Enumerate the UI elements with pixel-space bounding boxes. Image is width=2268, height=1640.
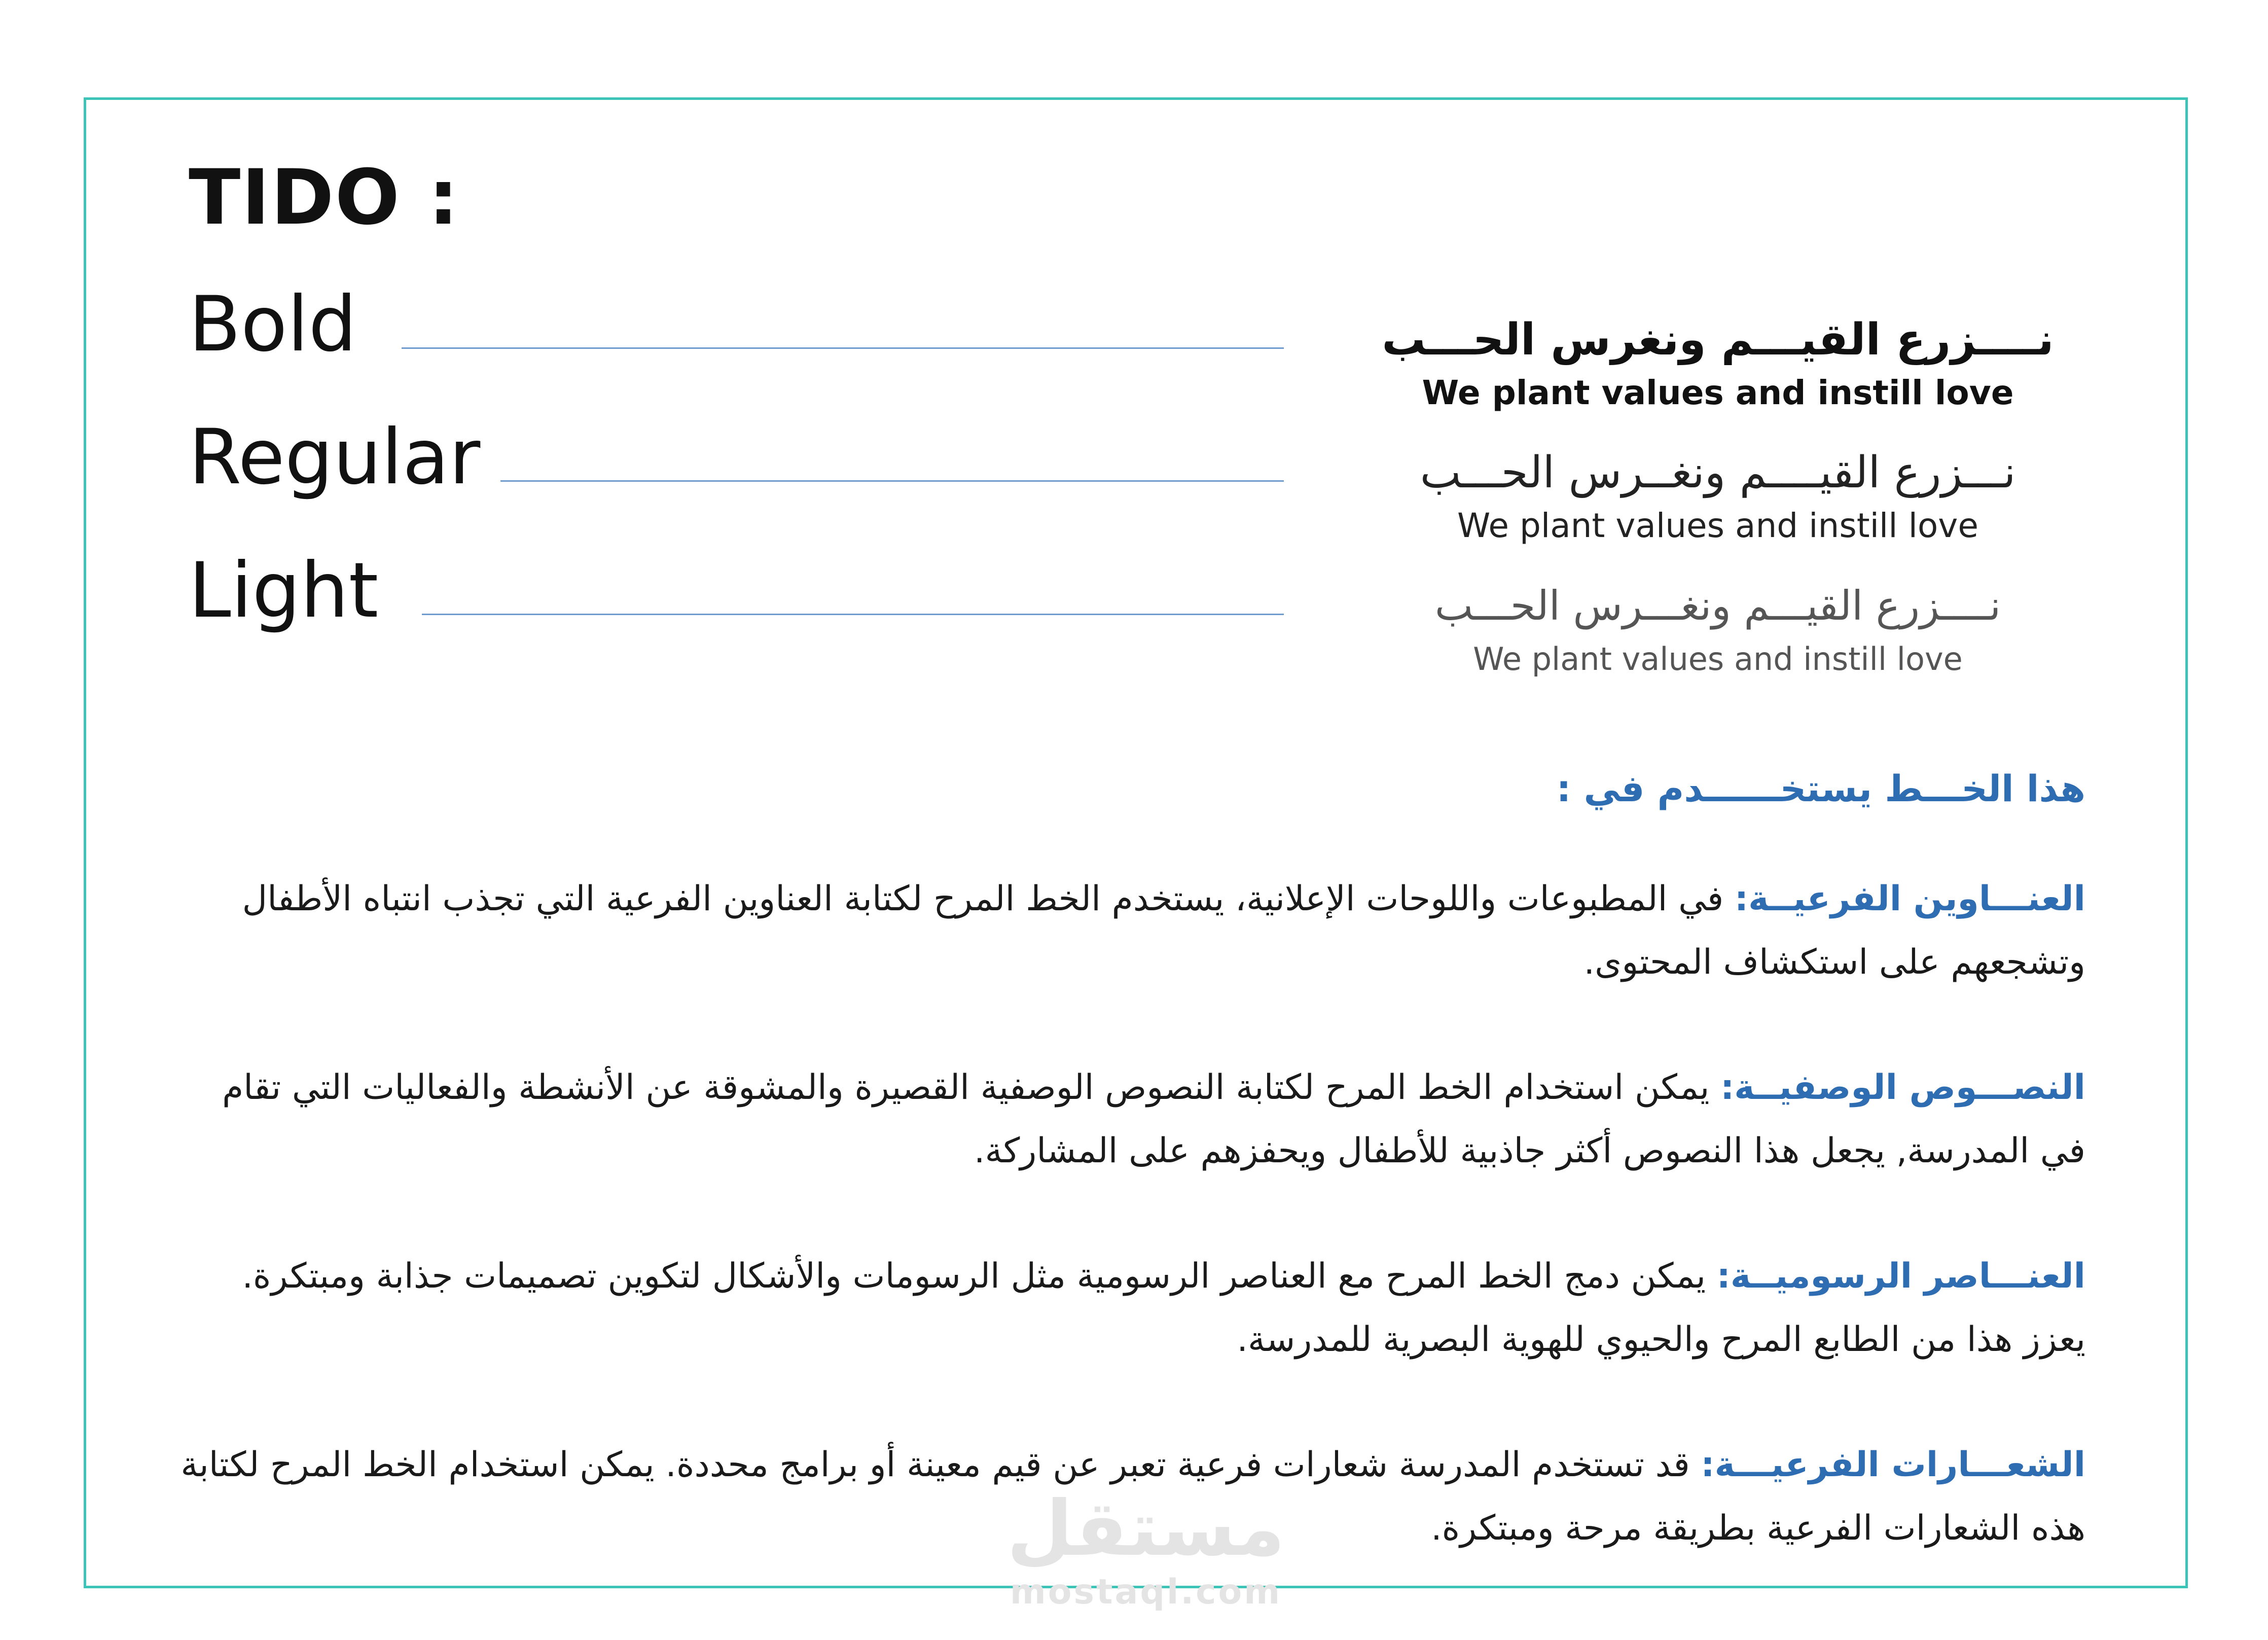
sample-bold-arabic: نــــزرع القيـــم ونغرس الحـــب [1382,314,2054,365]
usage-item-graphic-elements [179,1244,2085,1371]
weight-row-light [189,547,1284,652]
weight-rule-regular [500,480,1284,482]
sample-regular-english: We plant values and instill love [1457,506,1978,545]
usage-term: العنـــاصر الرسوميــة: [1716,1256,2085,1296]
weight-label-light: Light [189,547,379,635]
sample-regular-arabic: نـــزرع القيــــم ونغــرس الحـــب [1420,447,2016,498]
sample-light-arabic: نــــزرع القيـــم ونغـــرس الحـــب [1434,582,2001,629]
weight-label-bold: Bold [189,280,357,369]
sample-light [1350,576,2085,682]
sample-light-english: We plant values and instill love [1473,640,1963,678]
usage-text: يمكن استخدام الخط المرح لكتابة النصوص الوصفية القصيرة والمشوقة عن الأنشطة والفعاليات التي تقام في المدرسة, يجعل هذا النصوص أكثر جاذبية للأطفال ويحفزهم على المشاركة. [222,1067,2085,1171]
sample-regular [1350,442,2085,549]
usage-item-sub-slogans [179,1433,2085,1560]
weight-label-regular: Regular [189,413,481,502]
usage-section [179,756,2085,1622]
sample-bold-english: We plant values and instill love [1422,373,2014,412]
weight-rule-light [422,614,1284,615]
usage-term: الشعـــارات الفرعيـــة: [1701,1445,2085,1485]
watermark-arabic: مستقل [1006,1485,1285,1573]
weight-row-regular [189,413,1284,518]
usage-text: يمكن دمج الخط المرح مع العناصر الرسومية مثل الرسومات والأشكال لتكوين تصميمات جذابة ومبتكرة. يعزز هذا من الطابع المرح والحيوي للهوية البصرية للمدرسة. [242,1256,2085,1360]
usage-heading: هذا الخـــط يستخــــــدم في : [1556,767,2085,810]
page-title: TIDO : [189,154,460,242]
usage-term: العنـــاوين الفرعيــة: [1734,879,2085,919]
weight-rule-bold [402,347,1284,349]
sample-bold [1350,309,2085,416]
usage-item-descriptive-texts [179,1056,2085,1183]
watermark-latin: mostaql.com [1010,1572,1282,1612]
usage-text: في المطبوعات واللوحات الإعلانية، يستخدم الخط المرح لكتابة العناوين الفرعية التي تجذب انتباه الأطفال وتشجعهم على استكشاف المحتوى. [242,879,2085,982]
usage-item-subtitles [179,867,2085,994]
usage-text: قد تستخدم المدرسة شعارات فرعية تعبر عن قيم معينة أو برامج محددة. يمكن استخدام الخط المرح لكتابة هذه الشعارات الفرعية بطريقة مرحة ومبتكرة. [181,1445,2085,1548]
usage-term: النصـــوص الوصفيــة: [1720,1067,2085,1108]
weight-row-bold [189,280,1284,385]
